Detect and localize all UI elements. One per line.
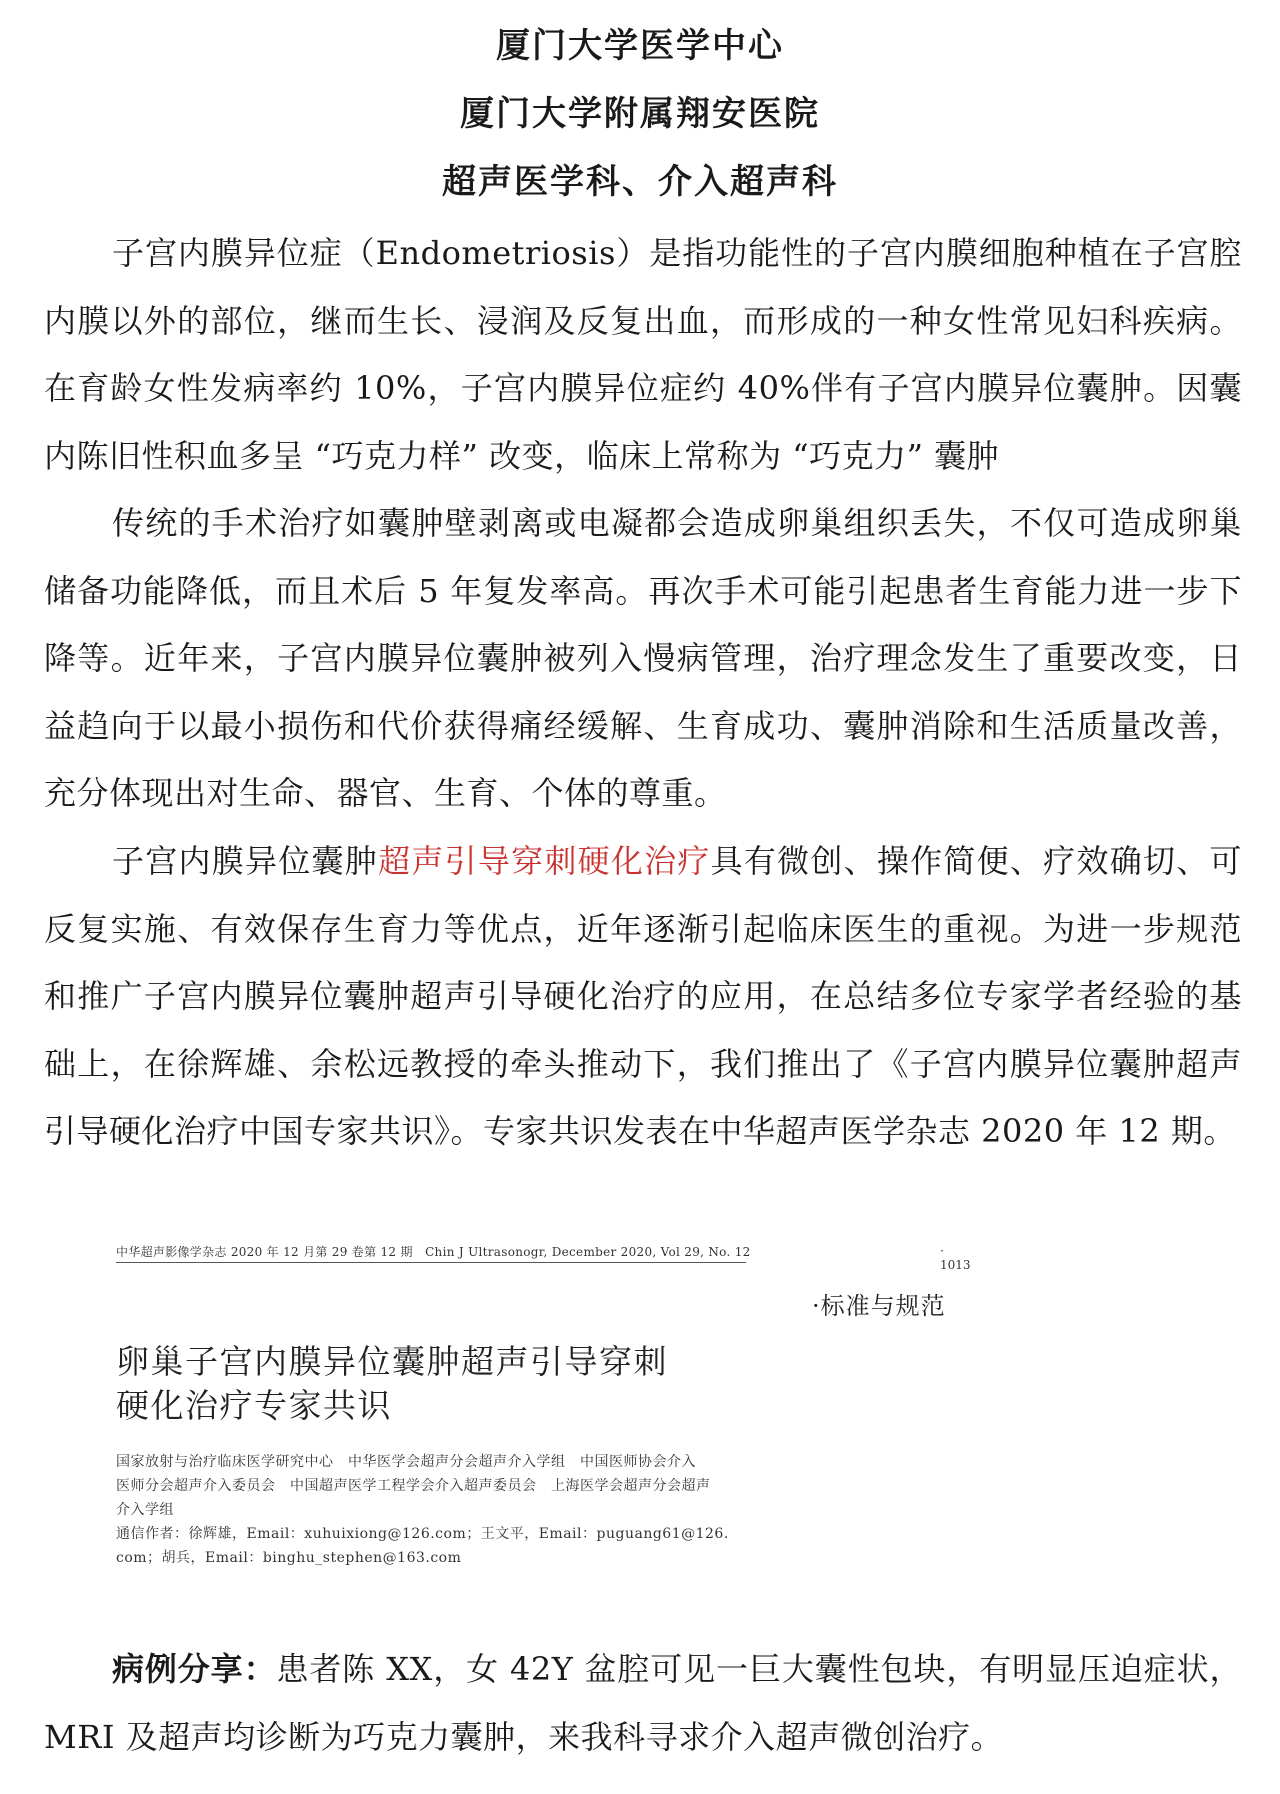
heading-hospital: 厦门大学附属翔安医院 — [460, 94, 820, 134]
paragraph-treatment — [44, 828, 1242, 1166]
journal-title-line-1: 卵巢子宫内膜异位囊肿超声引导穿刺 — [116, 1342, 668, 1381]
paragraph-intro — [44, 220, 1242, 490]
highlighted-treatment-name: 超声引导穿刺硬化治疗 — [378, 842, 711, 880]
journal-contact-line-1: 通信作者：徐辉雄，Email：xuhuixiong@126.com；王文平，Email：puguang61@126. — [116, 1526, 729, 1542]
paragraph-treatment-text — [44, 828, 1242, 1166]
journal-contact-line-2: com；胡兵，Email：binghu_stephen@163.com — [116, 1550, 462, 1566]
paragraph-surgery-text: 传统的手术治疗如囊肿壁剥离或电凝都会造成卵巢组织丢失，不仅可造成卵巢储备功能降低，而且术后 5 年复发率高。再次手术可能引起患者生育能力进一步下降等。近年来，子宫内膜异位囊肿被列入慢病管理，治疗理念发生了重要改变，日益趋向于以最小损伤和代价获得痛经缓解、生育成功、囊肿消除和生活质量改善，充分体现出对生命、器官、生育、个体的尊重。 — [44, 504, 1242, 812]
case-share — [44, 1636, 1242, 1771]
case-share-label: 病例分享： — [112, 1650, 277, 1688]
paragraph-treatment-rest: 具有微创、操作简便、疗效确切、可反复实施、有效保存生育力等优点，近年逐渐引起临床医生的重视。为进一步规范和推广子宫内膜异位囊肿超声引导硬化治疗的应用，在总结多位专家学者经验的基础上，在徐辉雄、余松远教授的牵头推动下，我们推出了《子宫内膜异位囊肿超声引导硬化治疗中国专家共识》。专家共识发表在中华超声医学杂志 2020 年 12 期。 — [44, 842, 1242, 1150]
journal-authors — [116, 1450, 836, 1570]
journal-page-number: · 1013 — [940, 1244, 971, 1272]
paragraph-surgery — [44, 490, 1242, 828]
journal-title-line-2: 硬化治疗专家共识 — [116, 1386, 392, 1425]
journal-header: 中华超声影像学杂志 2020 年 12 月第 29 卷第 12 期 Chin J Ultrasonogr, December 2020, Vol 29, No. 12 — [116, 1244, 746, 1263]
journal-article-title — [116, 1340, 816, 1428]
paragraph-intro-text: 子宫内膜异位症（Endometriosis）是指功能性的子宫内膜细胞种植在子宫腔内膜以外的部位，继而生长、浸润及反复出血，而形成的一种女性常见妇科疾病。在育龄女性发病率约 10%，子宫内膜异位症约 40%伴有子宫内膜异位囊肿。因囊内陈旧性积血多呈 “巧克力样” 改变，临床上常称为 “巧克力” 囊肿 — [44, 234, 1242, 475]
journal-authors-line-1: 国家放射与治疗临床医学研究中心 中华医学会超声分会超声介入学组 中国医师协会介入 — [116, 1454, 696, 1470]
case-share-text — [44, 1636, 1242, 1771]
heading-medical-center: 厦门大学医学中心 — [496, 26, 784, 66]
heading-department: 超声医学科、介入超声科 — [442, 162, 838, 202]
journal-authors-line-2: 医师分会超声介入委员会 中国超声医学工程学会介入超声委员会 上海医学会超声分会超声 — [116, 1478, 711, 1494]
paragraph-treatment-lead: 子宫内膜异位囊肿 — [112, 842, 379, 880]
journal-authors-line-3: 介入学组 — [116, 1502, 174, 1518]
journal-section-label: ·标准与规范 — [812, 1292, 946, 1320]
journal-excerpt-image — [110, 1240, 970, 1600]
case-share-body: 患者陈 XX，女 42Y 盆腔可见一巨大囊性包块，有明显压迫症状，MRI 及超声均诊断为巧克力囊肿，来我科寻求介入超声微创治疗。 — [44, 1650, 1242, 1756]
